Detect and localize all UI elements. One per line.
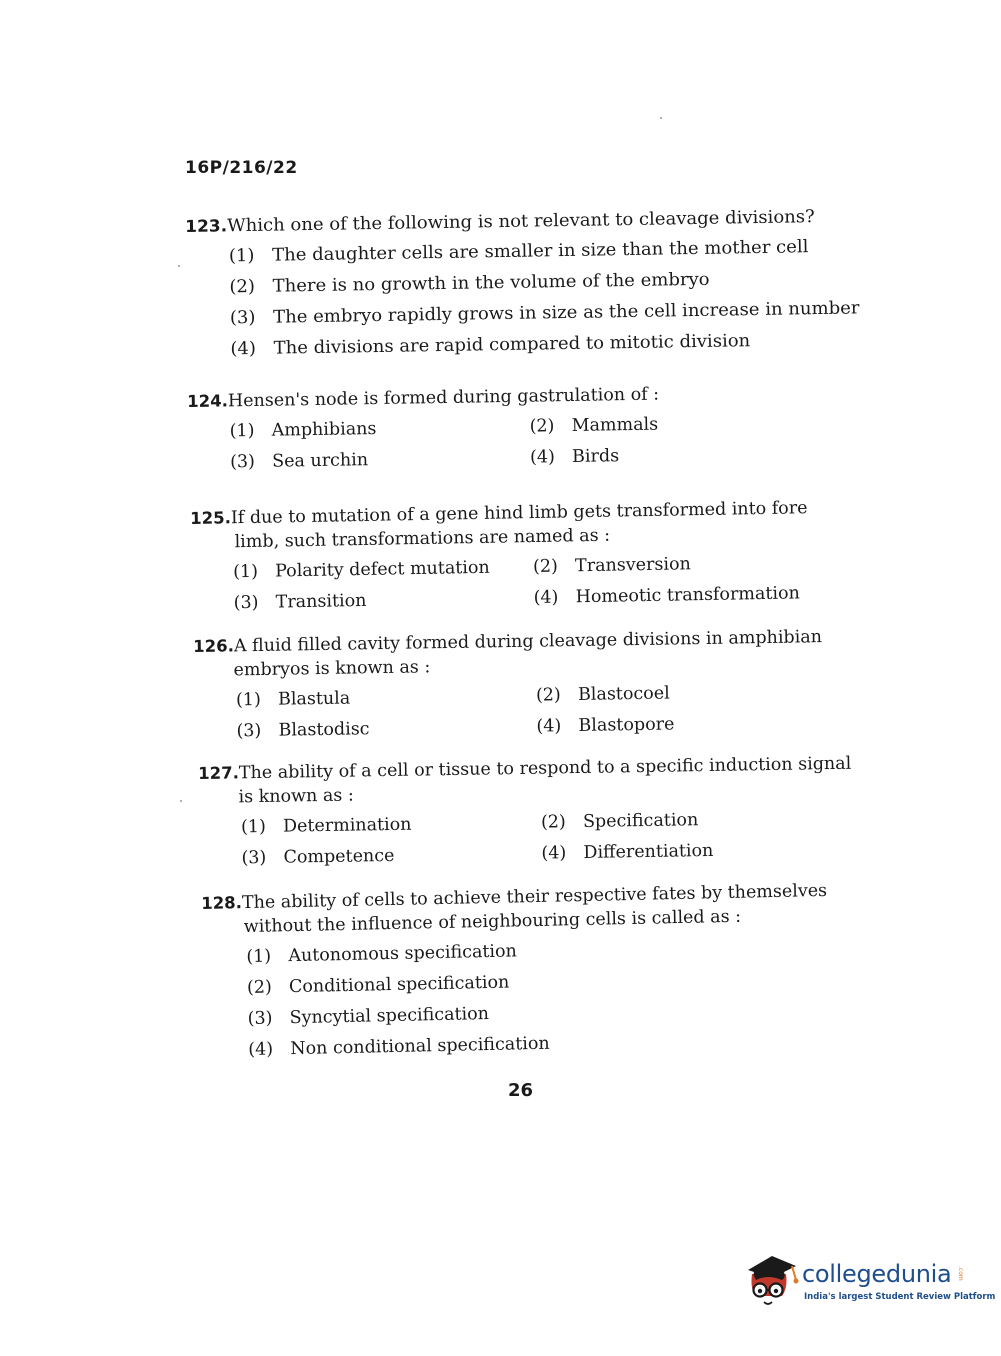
question-text-continued: without the influence of neighbouring cells is called as : [243, 906, 742, 938]
brand-suffix: .com [957, 1266, 964, 1281]
page-number: 26 [508, 1080, 534, 1101]
option-2 [529, 410, 829, 440]
option-4 [541, 837, 841, 867]
question-text: The ability of cells to achieve their respective fates by themselves [241, 880, 828, 914]
option-number: (4) [541, 843, 567, 864]
option-number: (3) [229, 451, 256, 473]
question-127 [198, 752, 853, 872]
option-4 [530, 441, 830, 471]
question-126 [193, 625, 837, 745]
question-number: 127. [198, 763, 240, 783]
option-number: (4) [248, 1039, 274, 1061]
option-number: (2) [540, 812, 566, 833]
options-list [185, 234, 860, 369]
question-text-continued: limb, such transformations are named as : [234, 525, 611, 553]
option-3 [236, 715, 536, 745]
option-number: (2) [229, 276, 256, 298]
question-text: Hensen's node is formed during gastrulation of : [227, 384, 660, 412]
option-2 [541, 806, 841, 836]
option-number: (2) [535, 685, 561, 706]
option-2 [536, 679, 836, 709]
collegedunia-logo [742, 1250, 996, 1312]
options-grid [194, 679, 837, 745]
options-grid [199, 806, 853, 872]
option-number: (4) [536, 716, 562, 737]
option-text: Blastocoel [577, 683, 670, 705]
option-1 [233, 555, 533, 585]
option-text: Transition [275, 590, 367, 613]
question-text-continued: is known as : [238, 785, 354, 808]
option-text: Blastula [277, 688, 351, 710]
option-number: (3) [247, 1008, 273, 1030]
option-text: Specification [582, 810, 699, 832]
option-number: (4) [529, 447, 556, 468]
question-number: 126. [193, 636, 235, 656]
option-text: Determination [282, 814, 412, 837]
option-number: (4) [230, 338, 257, 360]
brand-tagline: India's largest Student Review Platform [804, 1292, 996, 1302]
option-text: Syncytial specification [289, 1003, 490, 1029]
question-text: Which one of the following is not relevant to cleavage divisions? [226, 207, 815, 237]
option-number: (1) [228, 245, 255, 267]
question-124 [187, 380, 830, 476]
option-text: Blastodisc [278, 719, 370, 741]
option-number: (1) [240, 816, 266, 838]
option-text: Sea urchin [271, 450, 369, 472]
option-1 [229, 415, 529, 445]
option-number: (2) [529, 416, 555, 437]
option-1 [241, 811, 541, 841]
question-125 [190, 496, 834, 617]
option-3 [233, 586, 533, 616]
question-number: 124. [187, 391, 229, 411]
option-number: (4) [533, 587, 559, 609]
options-grid [191, 550, 834, 617]
option-text: Amphibians [271, 419, 377, 441]
option-number: (1) [232, 561, 259, 583]
brand-name: collegedunia [802, 1260, 952, 1288]
option-number: (1) [235, 689, 261, 711]
scan-speck [178, 265, 180, 267]
option-1 [236, 684, 536, 714]
question-128 [201, 879, 831, 1070]
option-text: Homeotic transformation [575, 583, 800, 608]
option-text: The daughter cells are smaller in size than the mother cell [272, 237, 809, 266]
option-text: Birds [571, 446, 620, 467]
option-number: (2) [532, 556, 559, 578]
option-text: Non conditional specification [290, 1033, 550, 1060]
scan-speck [660, 117, 662, 119]
option-3 [241, 842, 541, 872]
question-text: If due to mutation of a gene hind limb gets transformed into fore [230, 498, 808, 529]
question-number: 123. [185, 216, 228, 236]
question-number: 125. [190, 508, 232, 528]
option-text: Autonomous specification [288, 941, 518, 967]
option-3 [230, 446, 530, 476]
option-number: (3) [241, 847, 267, 869]
question-number: 128. [201, 893, 243, 913]
options-list [202, 933, 830, 1070]
option-number: (3) [229, 307, 256, 329]
option-number: (3) [233, 592, 259, 614]
option-4 [533, 581, 833, 611]
question-text: The ability of a cell or tissue to respond to a specific induction signal [238, 753, 852, 784]
option-2 [533, 550, 833, 580]
question-123 [185, 204, 860, 369]
option-number: (3) [236, 720, 262, 742]
option-text: Mammals [571, 414, 659, 436]
option-number: (2) [246, 977, 273, 999]
option-text: The embryo rapidly grows in size as the cell increase in number [272, 298, 860, 328]
option-text: There is no growth in the volume of the embryo [272, 269, 710, 297]
option-text: Transversion [574, 554, 691, 577]
option-text: Blastopore [578, 714, 675, 736]
option-text: Polarity defect mutation [274, 557, 490, 582]
option-4 [536, 710, 836, 740]
option-text: The divisions are rapid compared to mitotic division [273, 331, 751, 359]
paper-code: 16P/216/22 [185, 158, 298, 178]
option-number: (1) [229, 420, 255, 442]
option-text: Differentiation [583, 840, 714, 863]
options-grid [187, 410, 830, 476]
option-text: Conditional specification [288, 972, 510, 998]
question-text: A fluid filled cavity formed during cleavage divisions in amphibian [233, 627, 823, 657]
option-number: (1) [246, 946, 272, 968]
mascot-icon [742, 1250, 800, 1312]
scan-speck [180, 800, 182, 802]
question-text-continued: embryos is known as : [233, 657, 431, 681]
option-text: Competence [283, 845, 395, 868]
